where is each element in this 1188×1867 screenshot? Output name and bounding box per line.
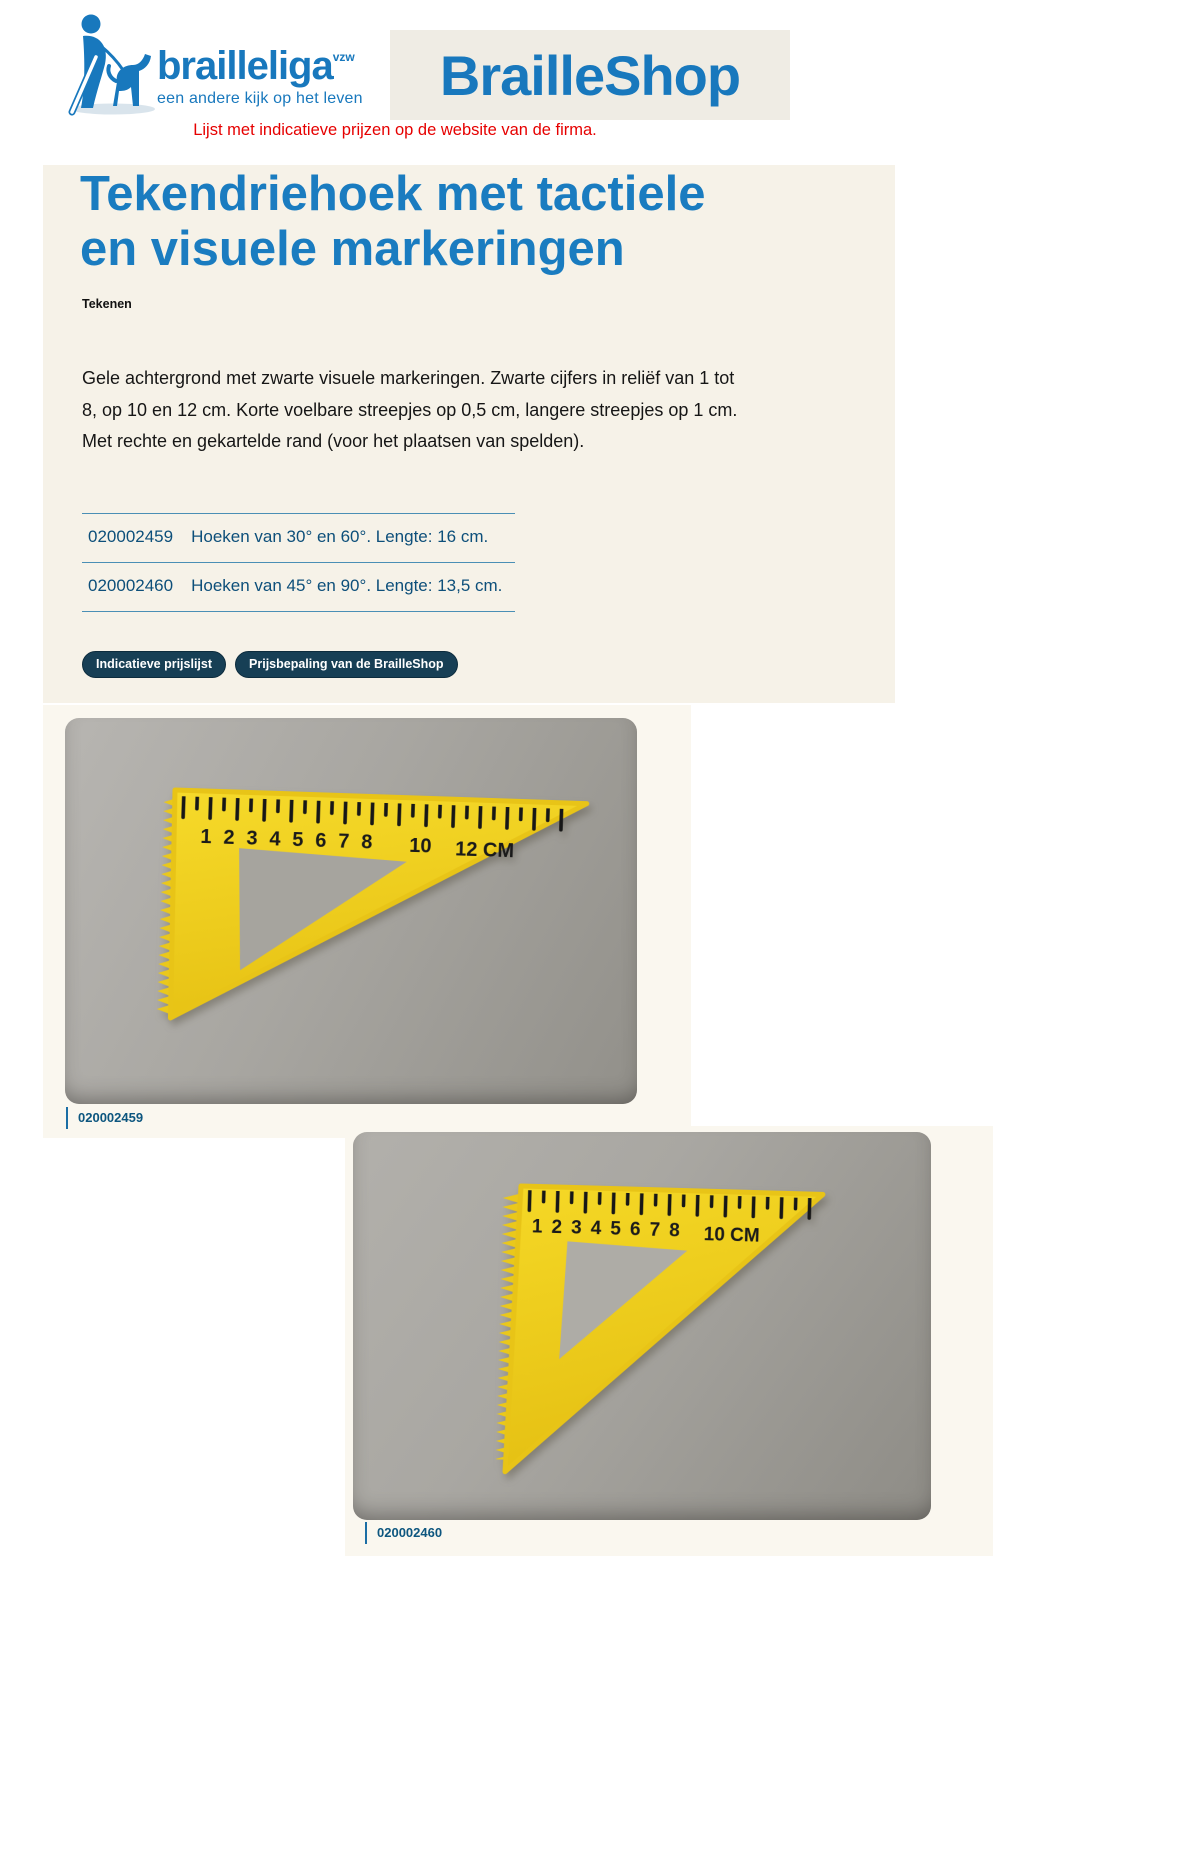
variant-table	[82, 513, 515, 612]
ruler-end-label: 10 CM	[703, 1224, 760, 1247]
brand-tagline: een andere kijk op het leven	[157, 90, 363, 107]
price-notice: Lijst met indicatieve prijzen op de website van de firma.	[193, 121, 597, 139]
yellow-set-square-30-60	[156, 790, 586, 1032]
ruler-numbers: 1 2 3 4 5 6 7 8	[200, 825, 373, 854]
brand-word: brailleliga	[157, 44, 333, 88]
variant-spec: Hoeken van 30° en 60°. Lengte: 16 cm.	[191, 527, 489, 546]
person-with-cane-and-guide-dog-icon	[65, 12, 157, 116]
product-title-line2: en visuele markeringen	[80, 221, 625, 276]
photo-caption: 020002460	[365, 1522, 442, 1544]
product-panel	[43, 165, 895, 703]
photo-caption: 020002459	[66, 1107, 143, 1129]
product-title	[80, 167, 705, 277]
product-photo-020002459[interactable]	[65, 718, 637, 1104]
product-photo-block-020002460	[345, 1126, 993, 1556]
brailleshop-title: BrailleShop	[439, 43, 741, 107]
product-photo-block-020002459	[43, 705, 691, 1138]
product-photo-020002460[interactable]	[353, 1132, 931, 1520]
table-row	[82, 513, 515, 562]
variant-sku: 020002459	[88, 527, 174, 546]
brand-suffix: vzw	[332, 50, 355, 64]
brand-name	[157, 46, 363, 86]
ruler-number-10: 10	[408, 834, 432, 858]
product-category: Tekenen	[82, 297, 132, 311]
brailleliga-logo[interactable]	[65, 12, 365, 124]
ruler-end-label: 12 CM	[454, 838, 515, 863]
table-row	[82, 562, 515, 612]
brailleshop-banner	[390, 30, 790, 120]
yellow-set-square-45-90	[495, 1185, 823, 1480]
variant-spec: Hoeken van 45° en 90°. Lengte: 13,5 cm.	[191, 576, 503, 595]
product-title-line1: Tekendriehoek met tactiele	[80, 167, 706, 221]
variant-sku: 020002460	[88, 576, 174, 595]
product-description: Gele achtergrond met zwarte visuele markeringen. Zwarte cijfers in reliëf van 1 tot 8, op 10 en 12 cm. Korte voelbare streepjes op 0,5 cm, langere streepjes op 1 cm. Met rechte en gekartelde rand (voor het plaatsen van spelden).	[82, 368, 738, 451]
indicative-pricelist-button[interactable]: Indicatieve prijslijst	[82, 651, 226, 678]
ruler-numbers: 1 2 3 4 5 6 7 8	[531, 1216, 681, 1242]
logo-text	[157, 46, 363, 108]
brailleshop-pricing-button[interactable]: Prijsbepaling van de BrailleShop	[235, 651, 458, 678]
tag-buttons	[82, 651, 458, 678]
